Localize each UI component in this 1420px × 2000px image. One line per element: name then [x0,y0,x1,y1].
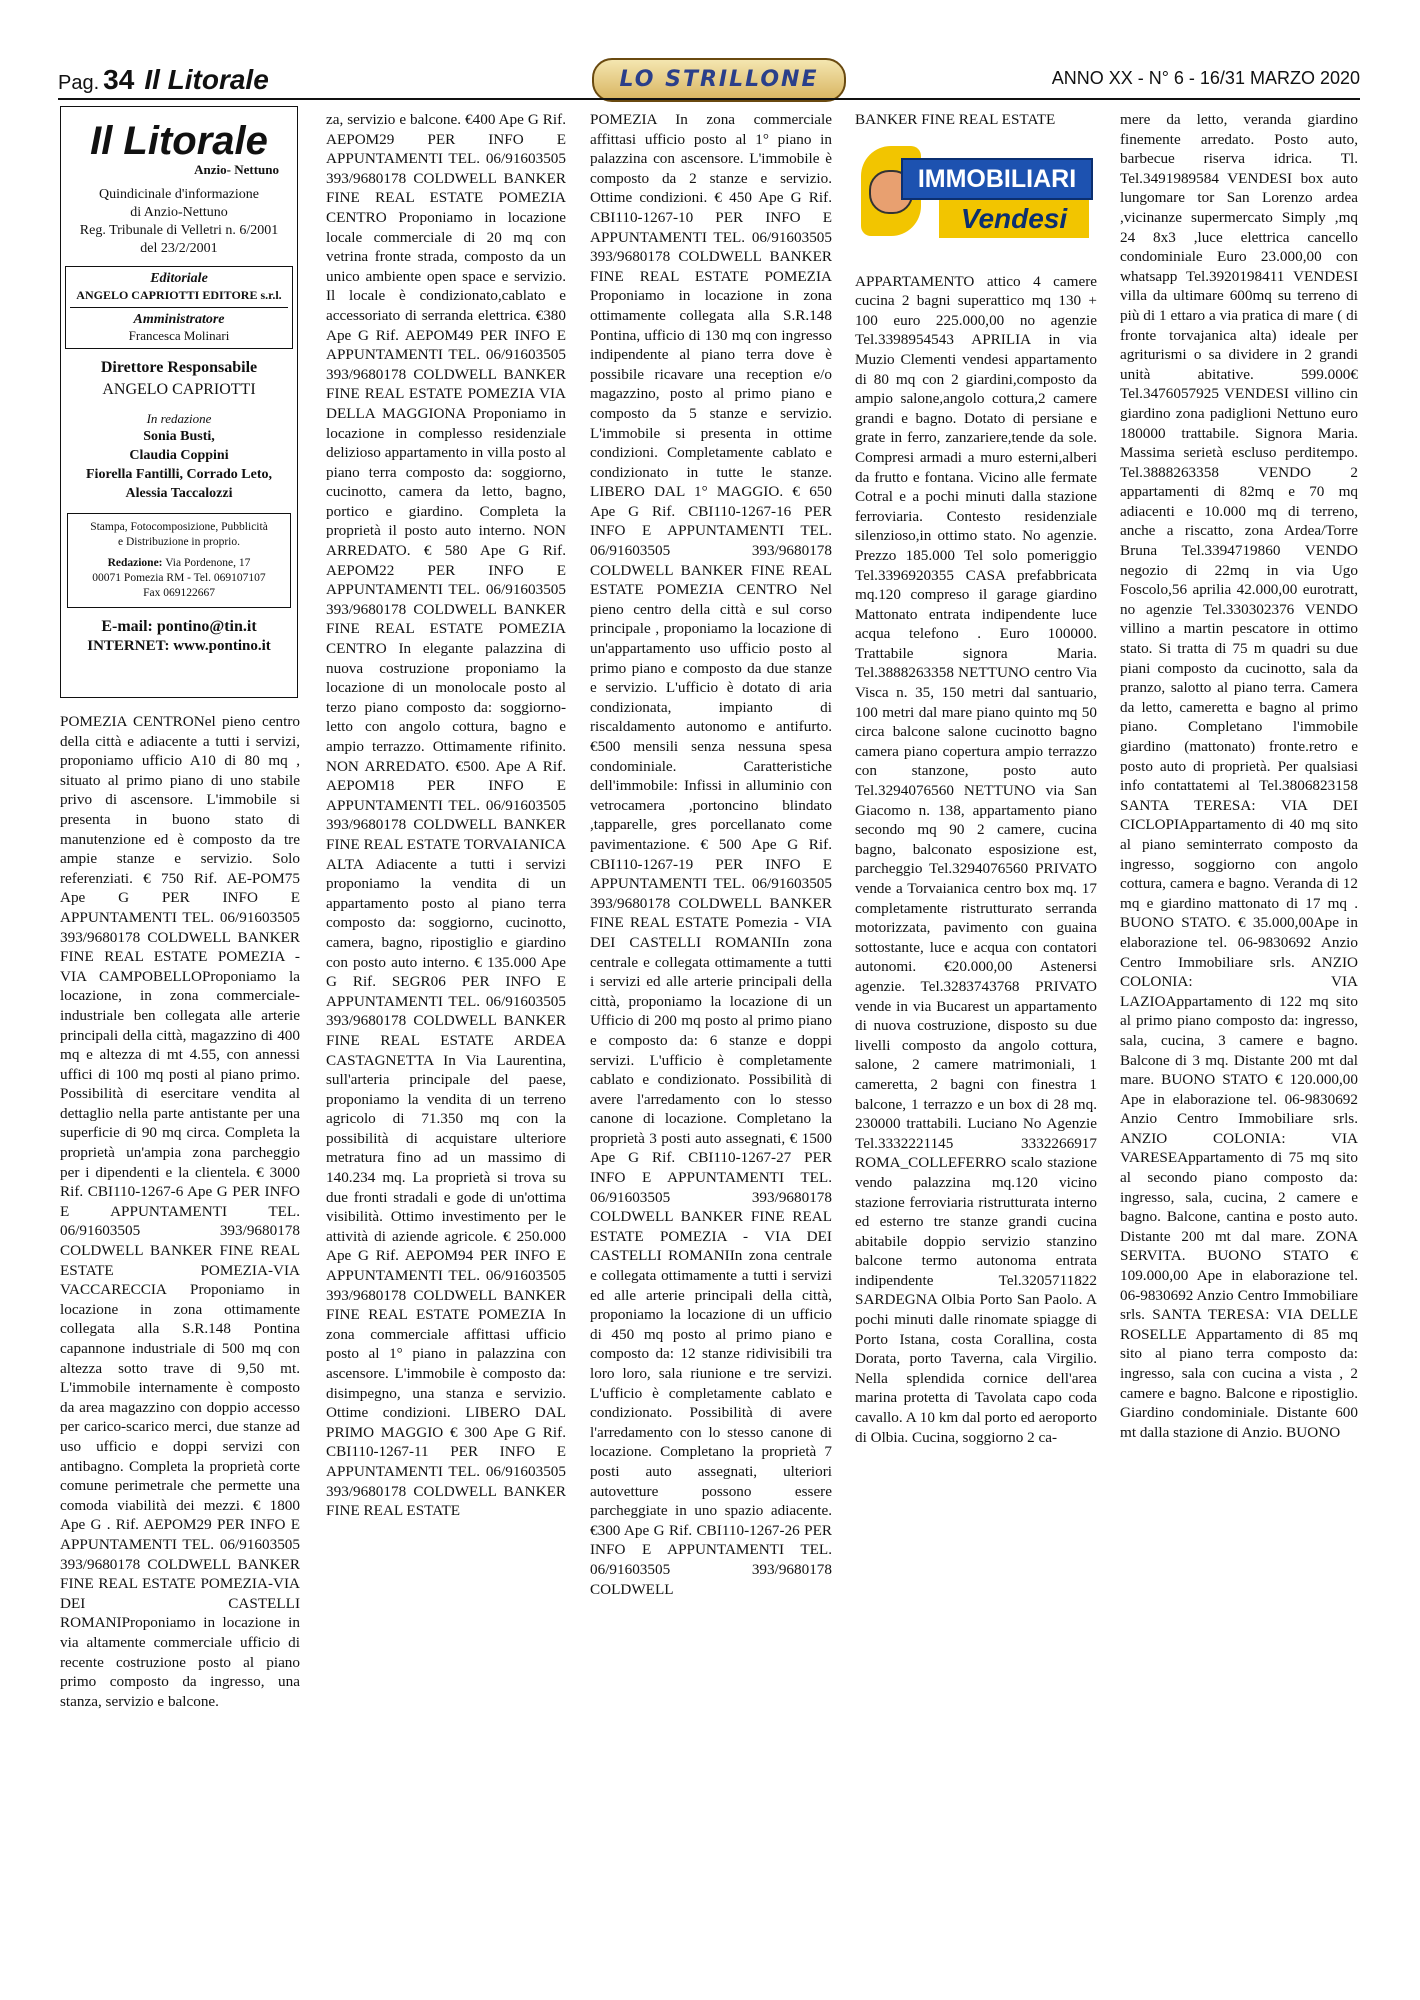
staff-name: Sonia Busti, [143,429,215,444]
column-4 [855,110,1097,1990]
column-5 [1120,110,1358,1990]
editoriale-name: ANGELO CAPRIOTTI EDITORE s.r.l. [76,288,282,302]
redazione-city: 00071 Pomezia RM - Tel. 069107107 [92,572,266,584]
redazione-label: In redazione [146,411,212,426]
column-3 [590,110,832,1990]
pag-label: Pag. [58,72,100,94]
direttore-label: Direttore Responsabile [100,359,258,376]
staff-name: Fiorella Fantilli, Corrado Leto, [86,467,272,482]
masthead-line: del 23/2/2001 [140,241,218,256]
amministratore-label: Amministratore [133,312,225,327]
internet-address: INTERNET: www.pontino.it [87,638,271,654]
masthead-box [60,106,298,698]
publication-name: Il Litorale [144,64,269,95]
editoriale-label: Editoriale [150,271,208,286]
header-rule [58,98,1360,100]
immobiliari-vendesi-banner [861,140,1091,258]
staff-list [61,427,297,503]
column-2-text: za, servizio e balcone. €400 Ape G Rif. AEPOM29 PER INFO E APPUNTAMENTI TEL. 06/91603505 393/9680178 COLDWELL BANKER FINE REAL ESTATE POMEZIA CENTRO Proponiamo in locazione locale commerciale di 20 mq con vetrina fronte strada, composto da un unico ambiente open space e servizio. Il locale è condizionato,cablato e accessoriato di serranda elettrica. €380 Ape G Rif. AEPOM49 PER INFO E APPUNTAMENTI TEL. 06/91603505 393/9680178 COLDWELL BANKER FINE REAL ESTATE POMEZIA VIA DELLA MAGGIONA Proponiamo in locazione in complesso residenziale delizioso appartamento in villa posto al piano terra composto da: soggiorno, cucinotto, camera da letto, bagno, portico e giardino. Completa la proprietà il posto auto interno. NON ARREDATO. € 580 Ape G Rif. AEPOM22 PER INFO E APPUNTAMENTI TEL. 06/91603505 393/9680178 COLDWELL BANKER FINE REAL ESTATE POMEZIA CENTRO In elegante palazzina di nuova costruzione proponiamo la locazione di un monolocale posto al terzo piano composto da: soggiorno-letto con angolo cottura, bagno e ampio terrazzo. Ottimamente rifinito. NON ARREDATO. €500. Ape A Rif. AEPOM18 PER INFO E APPUNTAMENTI TEL. 06/91603505 393/9680178 COLDWELL BANKER FINE REAL ESTATE TORVAIANICA ALTA Adiacente a tutti i servizi proponiamo la vendita di un appartamento posto al piano terra composto da: soggiorno, cucinotto, camera, bagno, ripostiglio e giardino con posto auto interno. € 135.000 Ape G Rif. SEGR06 PER INFO E APPUNTAMENTI TEL. 06/91603505 393/9680178 COLDWELL BANKER FINE REAL ESTATE ARDEA CASTAGNETTA In Via Laurentina, sull'arteria principale del paese, proponiamo la vendita di un terreno agricolo di 71.350 mq con la possibilità di acquistare ulteriore metratura fino ad un massimo di 140.234 mq. La proprietà si trova su due fronti stradali e gode di un'ottima visibilità. Ottimo investimento per le attività di aziende agricole. € 250.000 Ape G Rif. AEPOM94 PER INFO E APPUNTAMENTI TEL. 06/91603505 393/9680178 COLDWELL BANKER FINE REAL ESTATE POMEZIA In zona commerciale affittasi ufficio posto al 1° piano in palazzina con ascensore. L'immobile è composto da: disimpegno, una stanza e servizio. Ottime condizioni. LIBERO DAL PRIMO MAGGIO € 300 Ape G Rif. CBI110-1267-11 PER INFO E APPUNTAMENTI TEL. 06/91603505 393/9680178 COLDWELL BANKER FINE REAL ESTATE [326,111,566,1520]
masthead-line: di Anzio-Nettuno [130,205,228,220]
banner-subtitle: Vendesi [939,200,1089,238]
direttore-name: ANGELO CAPRIOTTI [102,381,256,398]
staff-name: Alessia Taccalozzi [125,486,233,501]
masthead-subtitle: Anzio- Nettuno [194,162,279,177]
masthead-title: Il Litorale [90,119,268,163]
issue-info: ANNO XX - N° 6 - 16/31 MARZO 2020 [1051,68,1360,88]
column-1 [60,712,300,1992]
column-4-text: APPARTAMENTO attico 4 camere cucina 2 bagni superattico mq 130 + 100 euro 225.000,00 no agenzie Tel.3398954543 APRILIA in via Muzio Clementi vendesi appartamento di 80 mq con 2 giardini,composto da ampio salone,angolo cottura,2 camere grandi e bagno. Dotato di persiane e grate in ferro, zanzariere,tende da sole. Compresi armadi a muro esterni,alberi da frutto e fontana. Vicino alle fermate Cotral e a pochi minuti dalla stazione ferroviaria. Contesto residenziale silenzioso,in ottimo stato. No agenzie. Prezzo 185.000 Tel solo pomeriggio Tel.3396920355 CASA prefabbricata mq.120 compreso il garage giardino Mattonato entrata indipendente luce acqua telefono . Euro 100000. Trattabile signora Maria. Tel.3888263358 NETTUNO centro Via Visca n. 35, 150 metri dal santuario, 100 metri dal mare piano quinto mq 50 circa balcone salone cucinotto bagno camera piano copertura ampio terrazzo con stanzone, posto auto Tel.3294076560 NETTUNO via San Giacomo n. 138, appartamento piano secondo mq 90 2 camere, cucina bagno, balconato esposizione est, parcheggio Tel.3294076560 PRIVATO vende a Torvaianica centro box mq. 17 completamente ristrutturato serranda motorizzata, pavimento con guaina sottostante, luce e acqua con contatori autonomi. €20.000,00 Astenersi agenzie. Tel.3283743768 PRIVATO vende in via Bucarest un appartamento di nuova costruzione, disposto su due livelli composto da angolo cottura, salone, 2 camere matrimoniali, 1 cameretta, 2 bagni con finestra 1 balcone, 1 terrazzo e un box di 28 mq. 230000 trattabili. Luciano No Agenzie Tel.3332221145 3332266917 ROMA_COLLEFERRO scalo stazione vendo palazzina mq.120 vicino stazione ferroviaria ristrutturata interno ed esterno tre stanze grandi cucina abitabile doppio servizio stanzino balcone termo autonoma entrata indipendente Tel.3205711822 SARDEGNA Olbia Porto San Paolo. A pochi minuti dalle rinomate spiagge di Porto Istana, costa Corallina, costa Dorata, porto Taverna, cala Virgilio. Nella splendida cornice dell'area marina protetta di Tavolata capo coda cavallo. A 10 km dal porto ed aeroporto di Olbia. Cucina, soggiorno 2 ca- [855,272,1097,1446]
page-number-label [58,64,269,96]
contact-box [67,513,291,608]
redazione-address: Via Pordenone, 17 [165,557,251,569]
masthead-line: Reg. Tribunale di Velletri n. 6/2001 [79,223,279,238]
pag-number: 34 [103,64,135,95]
masthead-line: Quindicinale d'informazione [99,187,259,202]
redazione-address-label: Redazione: [107,557,163,569]
stampa-line: e Distribuzione in proprio. [117,536,240,548]
column-5-text: mere da letto, veranda giardino finemente arredato. Posto auto, barbecue riserva idrica. Tl. Tel.3491989584 VENDESI box auto lungomare tor San Lorenzo ardea ,vicinanze supermercato Simply ,mq 24 8x3 ,luce elettrica cancello condominiale Euro 23.000,00 con whatsapp Tel.3920198411 VENDESI villa da ultimare 600mq su terreno di più di 1 ettaro a via pratica di mare ( di fronte torvajanica alta) ideale per agriturismi o sa dividere in 2 grandi unità abitative. 599.000€ Tel.3476057925 VENDESI villino cin giardino zona padiglioni Nettuno euro 180000 trattabile. Signora Maria. Massima serietà escluso perditempo. Tel.3888263358 VENDO 2 appartamenti di 82mq e 70 mq adiacenti e 10.000 mq di terreno, anche a riscatto, zona Ardea/Torre Bruna Tel.3394719860 VENDO negozio di 22mq in via Ugo Foscolo,56 aprilia 42.000,00 eurotratt, no agenzie Tel.330302376 VENDO villino a martin pescatore in ottimo stato. Si tratta di 75 m quadri su due piani composto da cucinotto, sala da pranzo, salotto al piano terra. Camera da letto, cameretta e bagno al primo piano. Completano l'immobile giardino (mattonato) fronte.retro e posto auto di proprietà. Per qualsiasi info contattatemi al Tel.3806823158 SANTA TERESA: VIA DEI CICLOPIAppartamento di 40 mq sito al piano seminterrato composto da ingresso, soggiorno con angolo cottura, camera e bagno. Veranda di 12 mq e giardino mattonato di 17 mq . BUONO STATO. € 35.000,00Ape in elaborazione tel. 06-9830692 Anzio Centro Immobiliare srls. ANZIO COLONIA: VIA LAZIOAppartamento di 122 mq sito al primo piano composto da: ingresso, sala, cucina, 3 camere e bagno. Balcone di 3 mq. Distante 200 mt dal mare. BUONO STATO € 120.000,00 Ape in elaborazione tel. 06-9830692 Anzio Centro Immobiliare srls. ANZIO COLONIA: VIA VARESEAppartamento di 75 mq sito al secondo piano composto da: ingresso, sala, cucina, 2 camere e bagno. Balcone, cantina e posto auto. Distante 200 mt dal mare. ZONA SERVITA. BUONO STATO € 109.000,00 Ape in elaborazione tel. 06-9830692 Anzio Centro Immobiliare srls. SANTA TERESA: VIA DELLE ROSELLE Appartamento di 85 mq sito al piano terra composto da: ingresso, sala con cucina a vista , 2 camere e bagno. Balcone e ripostiglio. Giardino condominiale. Distante 600 mt dalla stazione di Anzio. BUONO [1120,111,1358,1441]
masthead-registration [61,186,297,258]
column-2 [326,110,566,1990]
lo-strillone-logo [592,58,846,102]
column-1-text: POMEZIA CENTRONel pieno centro della città e adiacente a tutti i servizi, proponiamo ufficio A10 di 80 mq , situato al primo piano di uno stabile privo di ascensore. L'immobile si presenta in buono stato di manutenzione ed è composto da tre ampie stanze e servizio. Solo referenziati. € 750 Rif. AE-POM75 Ape G PER INFO E APPUNTAMENTI TEL. 06/91603505 393/9680178 COLDWELL BANKER FINE REAL ESTATE POMEZIA - VIA CAMPOBELLOProponiamo la locazione, in zona commerciale-industriale ben collegata alle arterie principali della città, magazzino di 400 mq e altezza di mt 4.55, con annessi uffici di 100 mq posti al piano primo. Possibilità di esercitare vendita al dettaglio nella parte antistante per una superficie di 90 mq circa. Completa la proprietà un'ampia zona parcheggio per i dipendenti e la clientela. € 3000 Rif. CBI110-1267-6 Ape G PER INFO E APPUNTAMENTI TEL. 06/91603505 393/9680178 COLDWELL BANKER FINE REAL ESTATE POMEZIA-VIA VACCARECCIA Proponiamo in locazione in zona ottimamente collegata alla S.R.148 Pontina capannone industriale di 500 mq con altezza sotto trave di 9,50 mt. L'immobile internamente è composto da area magazzino con doppio accesso per carico-scarico merci, due stanze ad uso ufficio e doppi servizi con antibagno. Completa la proprietà corte comune perimetrale che permette una comoda viabilità dei mezzi. € 1800 Ape G . Rif. AEPOM29 PER INFO E APPUNTAMENTI TEL. 06/91603505 393/9680178 COLDWELL BANKER FINE REAL ESTATE POMEZIA-VIA DEI CASTELLI ROMANIProponiamo in locazione in via altamente commerciale ufficio di recente costruzione posto al piano primo composto da ingresso, una stanza, servizio e balcone. [60,713,300,1710]
staff-name: Claudia Coppini [129,448,229,463]
logo-text: LO STRILLONE [619,67,819,92]
column-3-text: POMEZIA In zona commerciale affittasi ufficio posto al 1° piano in palazzina con ascensore. L'immobile è composto da 2 stanze e servizio. Ottime condizioni. € 450 Ape G Rif. CBI110-1267-10 PER INFO E APPUNTAMENTI TEL. 06/91603505 393/9680178 COLDWELL BANKER FINE REAL ESTATE POMEZIA Proponiamo in locazione in zona ottimamente collegata alla S.R.148 Pontina, ufficio di 130 mq con ingresso indipendente al piano terra dove è possibile ricavare una reception e/o magazzino, posto al primo piano e composto da 5 stanze e servizio. L'immobile si presenta in ottime condizioni. Completamente cablato e condizionato in tutte le stanze. LIBERO DAL 1° MAGGIO. € 650 Ape G Rif. CBI110-1267-16 PER INFO E APPUNTAMENTI TEL. 06/91603505 393/9680178 COLDWELL BANKER FINE REAL ESTATE POMEZIA CENTRO Nel pieno centro della città e sul corso principale , proponiamo la locazione di un'appartamento uso ufficio posto al primo piano e composto da due stanze e servizio. L'ufficio è dotato di aria condizionata, impianto di riscaldamento autonomo e antifurto. €500 mensili senza nessuna spesa condominiale. Caratteristiche dell'immobile: Infissi in alluminio con vetrocamera ,portoncino blindato ,tapparelle, gres porcellanato come pavimentazione. € 500 Ape G Rif. CBI110-1267-19 PER INFO E APPUNTAMENTI TEL. 06/91603505 393/9680178 COLDWELL BANKER FINE REAL ESTATE Pomezia - VIA DEI CASTELLI ROMANIIn zona centrale e collegata ottimamente a tutti i servizi ed alle arterie principali della città, proponiamo la locazione di un Ufficio di 200 mq posto al primo piano e composto da: 6 stanze e doppi servizi. L'ufficio è completamente cablato e condizionato. Possibilità di avere l'arredamento con lo stesso canone di locazione. Completano la proprietà 3 posti auto assegnati, € 1500 Ape G Rif. CBI110-1267-27 PER INFO E APPUNTAMENTI TEL. 06/91603505 393/9680178 COLDWELL BANKER FINE REAL ESTATE POMEZIA - VIA DEI CASTELLI ROMANIIn zona centrale e collegata ottimamente a tutti i servizi ed alle arterie principali della città, proponiamo la locazione di un ufficio di 450 mq posto al primo piano e composto da: 12 stanze ridivisibili tra loro loro, sala riunione e tre servizi. L'ufficio è completamente cablato e condizionato. Possibilità di avere l'arredamento con lo stesso canone di locazione. Completano la proprietà 7 posti auto assegnati, ulteriori autovetture possono essere parcheggiate in uno spazio adiacente. €300 Ape G Rif. CBI110-1267-26 PER INFO E APPUNTAMENTI TEL. 06/91603505 393/9680178 COLDWELL [590,111,832,1598]
stampa-line: Stampa, Fotocomposizione, Pubblicità [90,521,268,533]
email-address: E-mail: pontino@tin.it [101,618,257,635]
column-4-top-text: BANKER FINE REAL ESTATE [855,111,1056,128]
amministratore-name: Francesca Molinari [128,328,230,343]
editor-box [65,266,293,349]
banner-title: IMMOBILIARI [901,158,1093,200]
page-header [58,64,1360,94]
fax-number: Fax 069122667 [143,587,215,599]
